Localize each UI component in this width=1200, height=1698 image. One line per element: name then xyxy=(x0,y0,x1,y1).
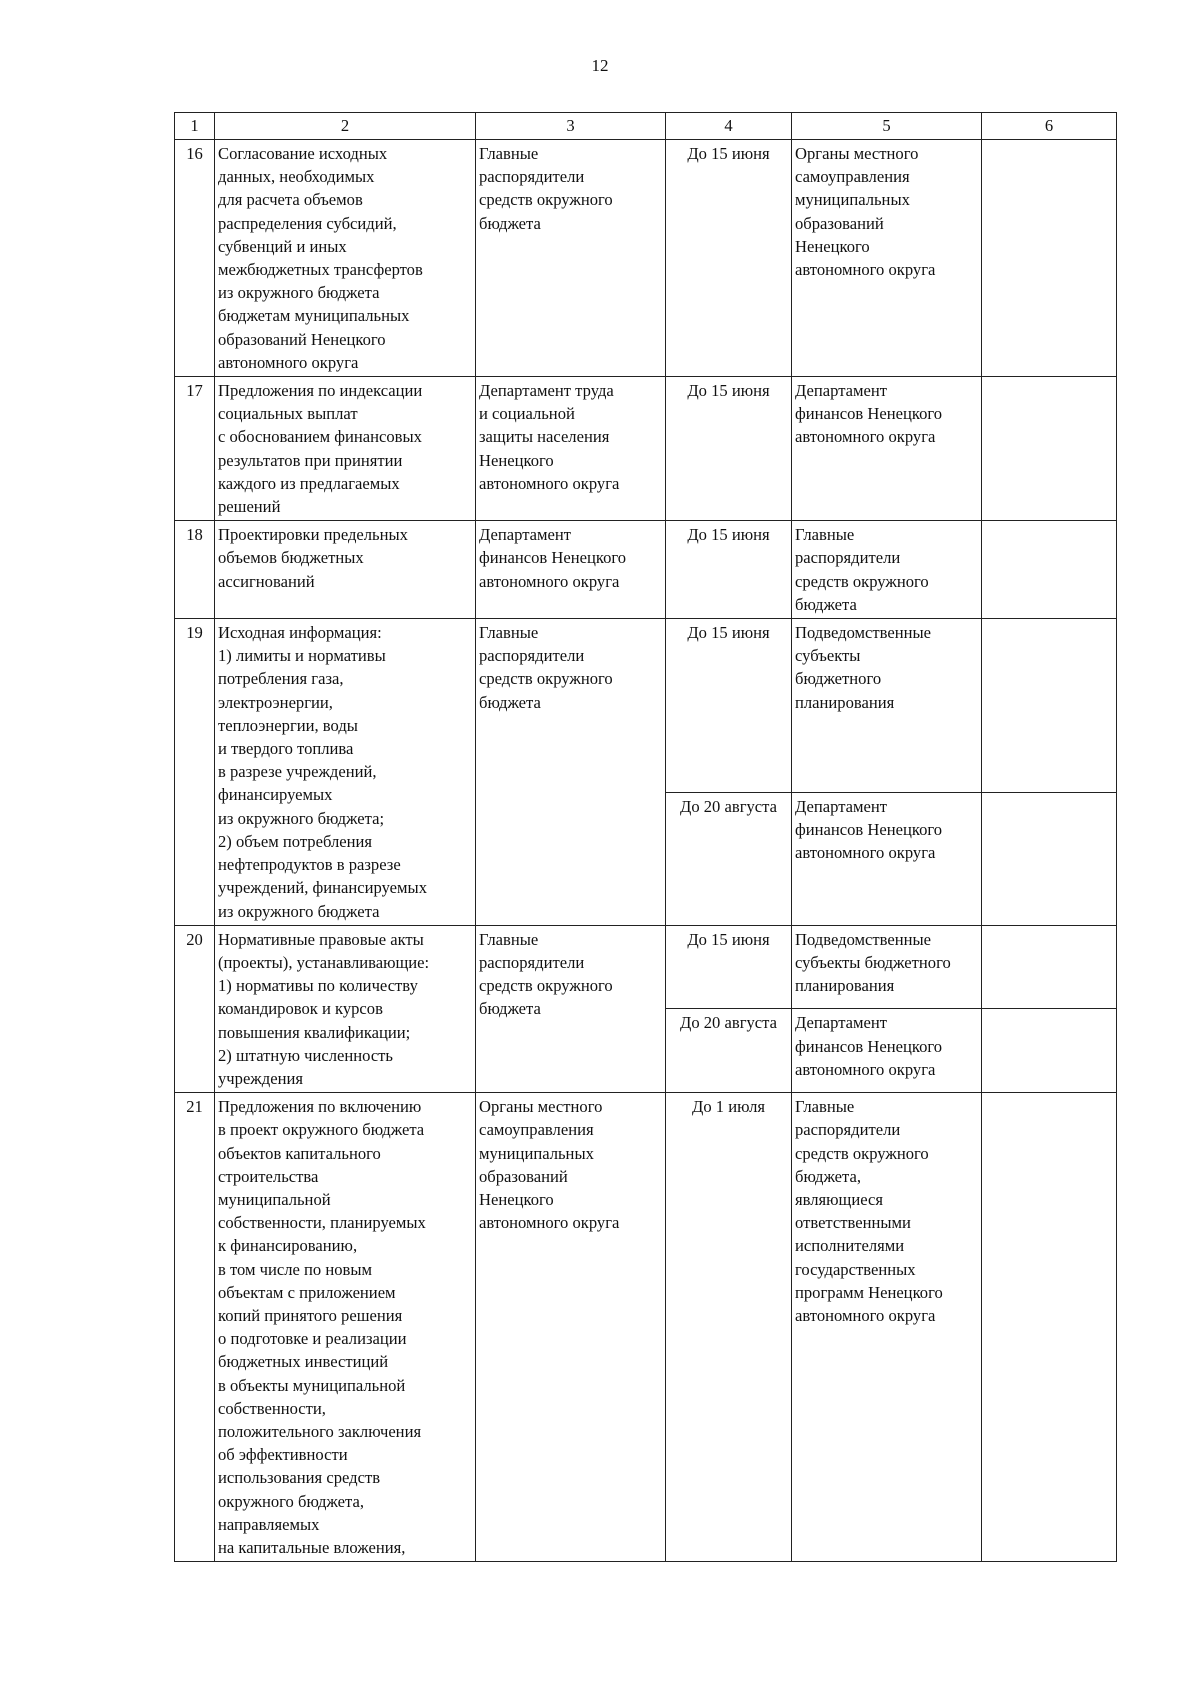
row-recipient xyxy=(792,1009,982,1093)
row-description-line: командировок и курсов xyxy=(218,999,383,1019)
row-description-line: в разрезе учреждений, xyxy=(218,762,377,782)
column-header-4: 4 xyxy=(666,113,792,140)
row-deadline: До 1 июля xyxy=(666,1093,792,1562)
row-description-line: на капитальные вложения, xyxy=(218,1537,406,1557)
row-recipient-line: распорядители xyxy=(795,548,901,568)
row-recipient-line: бюджета, xyxy=(795,1166,862,1186)
row-responsible-line: средств окружного xyxy=(479,669,613,689)
row-recipient-line: планирования xyxy=(795,692,895,712)
row-recipient-line: субъекты бюджетного xyxy=(795,952,951,972)
row-description-line: использования средств xyxy=(218,1468,381,1488)
column-header-3: 3 xyxy=(476,113,666,140)
row-description-line: Предложения по индексации xyxy=(218,381,423,401)
row-recipient-line: субъекты xyxy=(795,646,861,666)
row-responsible-line: автономного округа xyxy=(479,571,620,591)
row-recipient-line: Главные xyxy=(795,525,855,545)
row-recipient-line: Главные xyxy=(795,1097,855,1117)
row-recipient-line: Департамент xyxy=(795,797,888,816)
row-description-line: 2) объем потребления xyxy=(218,831,373,851)
row-description-line: ассигнований xyxy=(218,571,315,591)
column-header-1: 1 xyxy=(175,113,215,140)
row-recipient xyxy=(792,925,982,1009)
row-note xyxy=(982,377,1117,521)
row-responsible-line: Департамент xyxy=(479,525,572,545)
row-deadline: До 15 июня xyxy=(666,925,792,1009)
row-note xyxy=(982,1009,1117,1093)
row-description-line: направляемых xyxy=(218,1514,320,1534)
row-description xyxy=(215,925,476,1092)
row-description-line: в объекты муниципальной xyxy=(218,1375,406,1395)
row-responsible-line: распорядители xyxy=(479,167,585,187)
row-description-line: 2) штатную численность xyxy=(218,1045,394,1065)
row-description-line: образований Ненецкого xyxy=(218,329,386,349)
row-recipient-line: Подведомственные xyxy=(795,929,932,949)
row-note xyxy=(982,619,1117,793)
row-description-line: об эффективности xyxy=(218,1445,348,1465)
row-responsible-line: Главные xyxy=(479,929,539,949)
row-description-line: бюджетам муниципальных xyxy=(218,306,410,326)
row-recipient-line: самоуправления xyxy=(795,167,910,187)
row-responsible xyxy=(476,140,666,377)
row-description-line: нефтепродуктов в разрезе xyxy=(218,855,401,875)
row-description-line: объектов капитального xyxy=(218,1143,381,1163)
row-description-line: о подготовке и реализации xyxy=(218,1329,407,1349)
row-responsible xyxy=(476,619,666,926)
row-recipient-line: ответственными xyxy=(795,1213,911,1233)
row-recipient-line: Ненецкого xyxy=(795,236,870,256)
row-responsible-line: Ненецкого xyxy=(479,450,554,470)
row-description xyxy=(215,377,476,521)
row-recipient-line: бюджета xyxy=(795,594,857,614)
row-responsible-line: автономного округа xyxy=(479,1213,620,1233)
row-recipient-line: государственных xyxy=(795,1259,916,1279)
row-note xyxy=(982,521,1117,619)
row-deadline: До 20 августа xyxy=(666,793,792,926)
row-description-line: электроэнергии, xyxy=(218,692,333,712)
row-recipient-line: средств окружного xyxy=(795,1143,929,1163)
row-recipient-line: автономного округа xyxy=(795,1059,936,1079)
row-description-line: потребления газа, xyxy=(218,669,344,689)
row-description-line: 1) нормативы по количеству xyxy=(218,976,418,996)
table-header-row xyxy=(175,113,1117,140)
row-description-line: (проекты), устанавливающие: xyxy=(218,952,430,972)
row-responsible xyxy=(476,377,666,521)
row-description-line: для расчета объемов xyxy=(218,190,363,210)
column-header-2: 2 xyxy=(215,113,476,140)
row-recipient-line: средств окружного xyxy=(795,571,929,591)
row-recipient-line: финансов Ненецкого xyxy=(795,1036,943,1056)
row-responsible xyxy=(476,1093,666,1562)
row-recipient-line: автономного округа xyxy=(795,427,936,447)
row-responsible-line: средств окружного xyxy=(479,190,613,210)
table-row xyxy=(175,521,1117,619)
row-recipient-line: Департамент xyxy=(795,1013,888,1033)
row-responsible xyxy=(476,925,666,1092)
row-responsible-line: Главные xyxy=(479,144,539,163)
row-description xyxy=(215,521,476,619)
row-responsible-line: Департамент труда xyxy=(479,381,614,401)
row-description-line: Согласование исходных xyxy=(218,144,388,163)
row-description-line: данных, необходимых xyxy=(218,167,375,187)
table-row xyxy=(175,925,1117,1009)
row-note xyxy=(982,925,1117,1009)
table-row xyxy=(175,140,1117,377)
row-description-line: Предложения по включению xyxy=(218,1097,422,1117)
row-description-line: теплоэнергии, воды xyxy=(218,715,358,735)
row-note xyxy=(982,1093,1117,1562)
row-description-line: строительства xyxy=(218,1166,319,1186)
row-description-line: объектам с приложением xyxy=(218,1282,396,1302)
row-responsible-line: бюджета xyxy=(479,213,541,233)
row-recipient xyxy=(792,1093,982,1562)
page-number: 12 xyxy=(591,56,609,75)
row-description-line: каждого из предлагаемых xyxy=(218,473,400,493)
row-deadline: До 20 августа xyxy=(666,1009,792,1093)
table-row xyxy=(175,1093,1117,1562)
row-description-line: собственности, xyxy=(218,1398,326,1418)
row-description-line: социальных выплат xyxy=(218,404,358,424)
row-description-line: с обоснованием финансовых xyxy=(218,427,422,447)
row-recipient-line: планирования xyxy=(795,976,895,996)
row-description-line: 1) лимиты и нормативы xyxy=(218,646,386,666)
row-recipient-line: исполнителями xyxy=(795,1236,905,1256)
row-responsible-line: защиты населения xyxy=(479,427,610,447)
row-responsible-line: распорядители xyxy=(479,952,585,972)
row-description-line: Нормативные правовые акты xyxy=(218,929,424,949)
row-deadline: До 15 июня xyxy=(666,377,792,521)
row-responsible-line: муниципальных xyxy=(479,1143,594,1163)
row-description-line: повышения квалификации; xyxy=(218,1022,411,1042)
row-description-line: Исходная информация: xyxy=(218,623,382,643)
row-description xyxy=(215,1093,476,1562)
schedule-table xyxy=(174,112,1117,1562)
row-number: 19 xyxy=(175,619,215,926)
row-responsible-line: финансов Ненецкого xyxy=(479,548,627,568)
row-recipient-line: программ Ненецкого xyxy=(795,1282,943,1302)
row-recipient-line: финансов Ненецкого xyxy=(795,404,943,424)
row-description-line: из окружного бюджета xyxy=(218,901,380,921)
row-description-line: из окружного бюджета xyxy=(218,283,380,303)
row-deadline: До 15 июня xyxy=(666,140,792,377)
row-recipient-line: Органы местного xyxy=(795,144,919,163)
row-responsible xyxy=(476,521,666,619)
row-recipient xyxy=(792,377,982,521)
row-description-line: к финансированию, xyxy=(218,1236,358,1256)
row-responsible-line: и социальной xyxy=(479,404,575,424)
row-responsible-line: автономного округа xyxy=(479,473,620,493)
row-description-line: положительного заключения xyxy=(218,1421,422,1441)
row-responsible-line: образований xyxy=(479,1166,568,1186)
row-description-line: в проект окружного бюджета xyxy=(218,1120,425,1140)
row-responsible-line: самоуправления xyxy=(479,1120,594,1140)
row-description-line: в том числе по новым xyxy=(218,1259,373,1279)
row-description-line: решений xyxy=(218,497,281,517)
row-number: 21 xyxy=(175,1093,215,1562)
row-description-line: из окружного бюджета; xyxy=(218,808,385,828)
row-number: 18 xyxy=(175,521,215,619)
row-recipient xyxy=(792,619,982,793)
row-number: 20 xyxy=(175,925,215,1092)
row-responsible-line: средств окружного xyxy=(479,976,613,996)
row-description-line: учреждений, финансируемых xyxy=(218,878,427,898)
row-recipient-line: автономного округа xyxy=(795,843,936,863)
row-recipient-line: распорядители xyxy=(795,1120,901,1140)
table-row xyxy=(175,619,1117,793)
row-note xyxy=(982,793,1117,926)
row-description-line: собственности, планируемых xyxy=(218,1213,426,1233)
row-description-line: окружного бюджета, xyxy=(218,1491,365,1511)
row-recipient-line: автономного округа xyxy=(795,260,936,280)
row-description-line: Проектировки предельных xyxy=(218,525,408,545)
row-description-line: автономного округа xyxy=(218,352,359,372)
row-responsible-line: бюджета xyxy=(479,692,541,712)
row-number: 16 xyxy=(175,140,215,377)
column-header-5: 5 xyxy=(792,113,982,140)
row-description-line: копий принятого решения xyxy=(218,1305,403,1325)
table-row xyxy=(175,377,1117,521)
row-description-line: межбюджетных трансфертов xyxy=(218,260,423,280)
row-description xyxy=(215,140,476,377)
row-description-line: результатов при принятии xyxy=(218,450,403,470)
row-description-line: учреждения xyxy=(218,1068,303,1088)
row-recipient-line: финансов Ненецкого xyxy=(795,820,943,840)
row-recipient-line: являющиеся xyxy=(795,1189,883,1209)
row-recipient xyxy=(792,521,982,619)
row-note xyxy=(982,140,1117,377)
row-description-line: муниципальной xyxy=(218,1189,331,1209)
row-description-line: финансируемых xyxy=(218,785,333,805)
row-number: 17 xyxy=(175,377,215,521)
row-recipient xyxy=(792,140,982,377)
row-deadline: До 15 июня xyxy=(666,619,792,793)
row-responsible-line: бюджета xyxy=(479,999,541,1019)
row-responsible-line: Ненецкого xyxy=(479,1189,554,1209)
row-deadline: До 15 июня xyxy=(666,521,792,619)
row-recipient-line: Подведомственные xyxy=(795,623,932,643)
row-description-line: субвенций и иных xyxy=(218,236,347,256)
row-description-line: объемов бюджетных xyxy=(218,548,364,568)
row-responsible-line: распорядители xyxy=(479,646,585,666)
row-description-line: распределения субсидий, xyxy=(218,213,397,233)
column-header-6: 6 xyxy=(982,113,1117,140)
row-recipient-line: образований xyxy=(795,213,884,233)
row-responsible-line: Главные xyxy=(479,623,539,643)
row-description-line: бюджетных инвестиций xyxy=(218,1352,389,1372)
row-recipient-line: автономного округа xyxy=(795,1305,936,1325)
row-recipient-line: Департамент xyxy=(795,381,888,401)
row-description-line: и твердого топлива xyxy=(218,739,354,759)
row-description xyxy=(215,619,476,926)
row-recipient-line: муниципальных xyxy=(795,190,910,210)
row-recipient-line: бюджетного xyxy=(795,669,882,689)
row-responsible-line: Органы местного xyxy=(479,1097,603,1117)
row-recipient xyxy=(792,793,982,926)
